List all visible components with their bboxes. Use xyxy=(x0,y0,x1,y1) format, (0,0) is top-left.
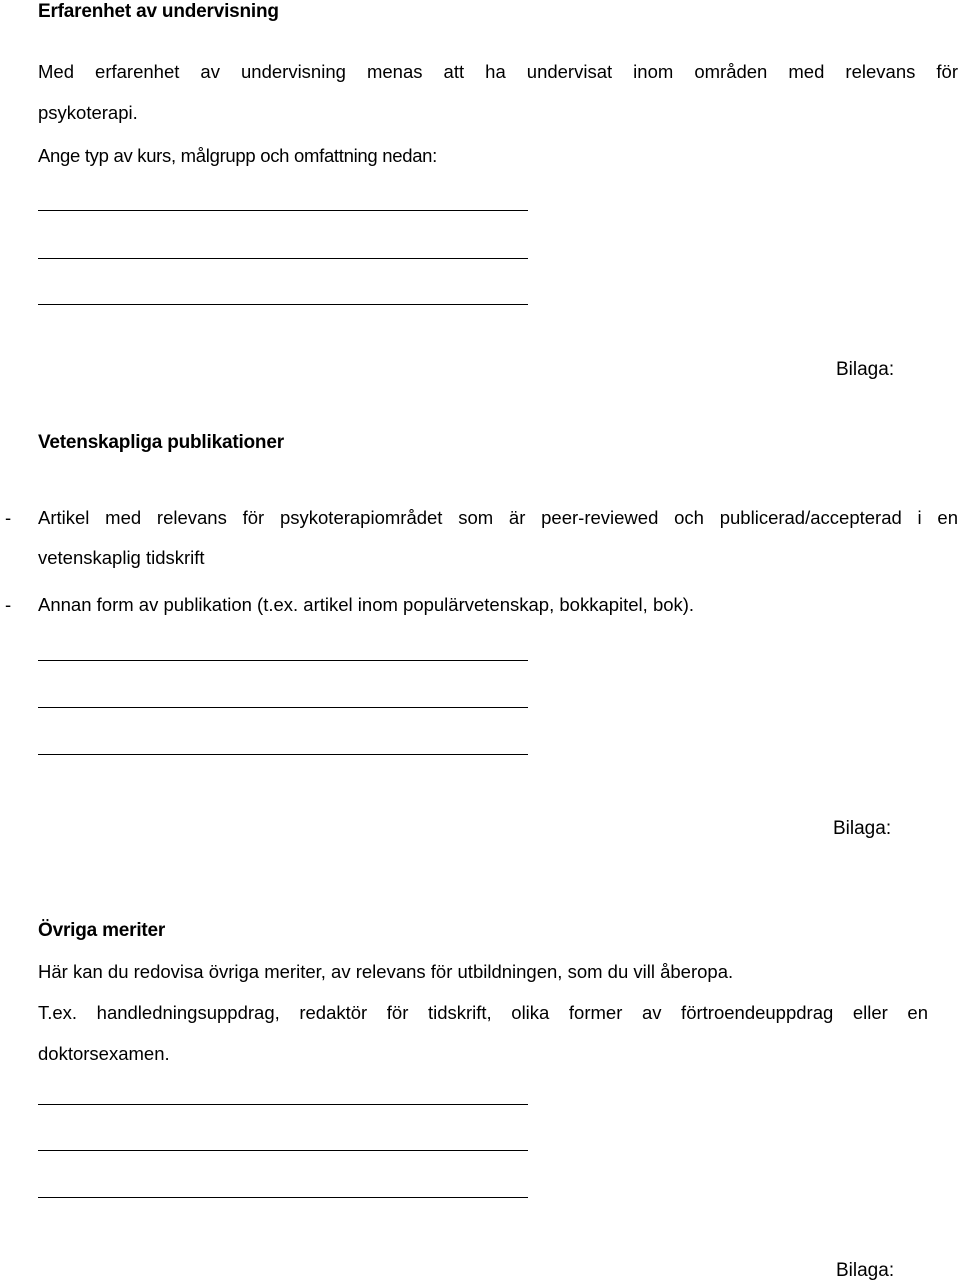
publications-item-1-line2: vetenskaplig tidskrift xyxy=(38,547,205,568)
other-merits-examples-line2: doktorsexamen. xyxy=(38,1043,170,1064)
publications-entry-line-2[interactable] xyxy=(38,707,528,708)
publications-bullet-1: - xyxy=(5,507,12,528)
teaching-entry-line-1[interactable] xyxy=(38,210,528,211)
other-merits-attachment-label: Bilaga: xyxy=(836,1260,895,1281)
other-merits-examples-line1: T.ex. handledningsuppdrag, redaktör för tidskrift, olika former av förtroendeuppdrag eller en xyxy=(38,1002,928,1023)
publications-entry-line-1[interactable] xyxy=(38,660,528,661)
teaching-attachment-label: Bilaga: xyxy=(836,359,895,380)
publications-entry-line-3[interactable] xyxy=(38,754,528,755)
other-merits-entry-line-3[interactable] xyxy=(38,1197,528,1198)
other-merits-entry-line-2[interactable] xyxy=(38,1150,528,1151)
other-merits-description: Här kan du redovisa övriga meriter, av relevans för utbildningen, som du vill åberopa. xyxy=(38,961,734,982)
publications-attachment-label: Bilaga: xyxy=(833,818,892,839)
other-merits-heading: Övriga meriter xyxy=(38,920,166,941)
teaching-heading: Erfarenhet av undervisning xyxy=(38,1,279,22)
publications-item-1-line1: Artikel med relevans för psykoterapiområdet som är peer-reviewed och publicerad/accepterad i en xyxy=(38,507,958,528)
teaching-instruction: Ange typ av kurs, målgrupp och omfattning nedan: xyxy=(38,145,438,166)
publications-item-2: Annan form av publikation (t.ex. artikel inom populärvetenskap, bokkapitel, bok). xyxy=(38,594,695,615)
publications-bullet-2: - xyxy=(5,594,12,615)
teaching-entry-line-2[interactable] xyxy=(38,258,528,259)
other-merits-entry-line-1[interactable] xyxy=(38,1104,528,1105)
teaching-description-line2: psykoterapi. xyxy=(38,102,138,123)
teaching-description-line1: Med erfarenhet av undervisning menas att ha undervisat inom områden med relevans för xyxy=(38,61,958,82)
publications-heading: Vetenskapliga publikationer xyxy=(38,432,284,453)
teaching-entry-line-3[interactable] xyxy=(38,304,528,305)
